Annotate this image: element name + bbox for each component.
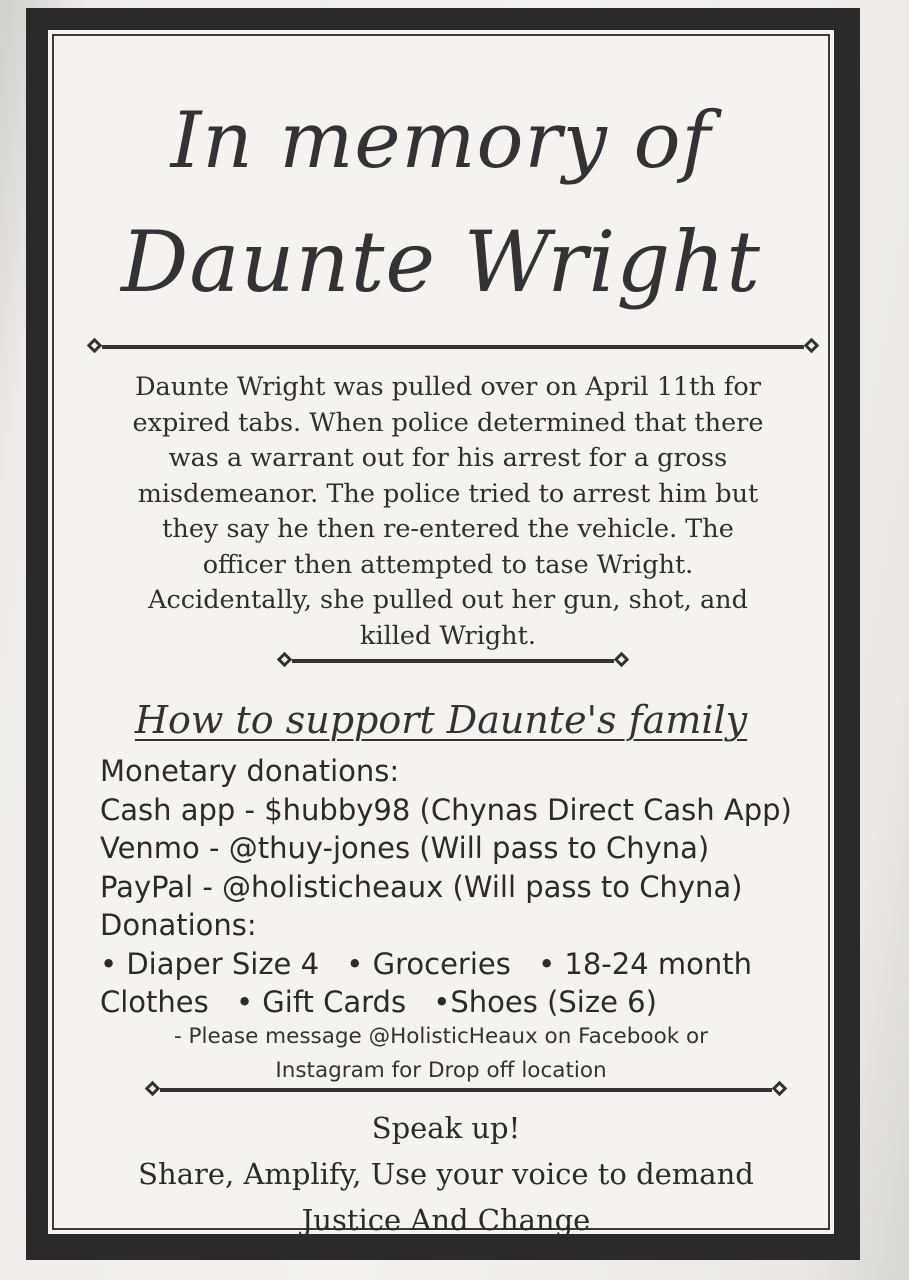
story-line: misdemeanor. The police tried to arrest him but	[137, 478, 759, 509]
cash-app-line: Cash app - $hubby98 (Chynas Direct Cash App)	[100, 792, 792, 827]
story-line: was a warrant out for his arrest for a gross	[168, 443, 728, 473]
dropoff-line: - Please message @HolisticHeaux on Facebook or	[173, 1024, 709, 1049]
donations-label: Donations:	[100, 908, 257, 942]
donation-item: Clothes	[100, 985, 209, 1019]
dropoff-line: Instagram for Drop off location	[275, 1058, 607, 1083]
donation-items-line-1	[100, 945, 792, 984]
closing-line: Justice And Change	[301, 1203, 591, 1237]
support-list	[100, 752, 792, 1022]
divider-bottom	[146, 1083, 786, 1097]
paypal-line: PayPal - @holisticheaux (Will pass to Chyna)	[100, 869, 743, 904]
story-paragraph	[110, 370, 786, 654]
divider-top	[88, 340, 818, 354]
donation-items-line-2	[100, 983, 792, 1022]
story-line: killed Wright.	[360, 620, 536, 651]
closing-line: Share, Amplify, Use your voice to demand	[138, 1157, 754, 1191]
divider-middle	[278, 654, 628, 668]
story-line: officer then attempted to tase Wright.	[202, 549, 694, 580]
closing-message	[88, 1105, 804, 1243]
closing-line: Speak up!	[371, 1111, 521, 1145]
story-line: they say he then re-entered the vehicle. The	[162, 514, 734, 544]
story-line: expired tabs. When police determined that there	[132, 407, 764, 438]
story-line: Accidentally, she pulled out her gun, shot, and	[148, 585, 748, 615]
diamond-ornament-icon	[772, 1081, 788, 1097]
divider-bar	[292, 659, 614, 663]
diamond-ornament-icon	[145, 1081, 161, 1097]
divider-bar	[102, 345, 804, 349]
title-line-2: Daunte Wright	[120, 213, 761, 311]
monetary-label: Monetary donations:	[100, 754, 400, 788]
divider-bar	[160, 1088, 772, 1092]
venmo-line: Venmo - @thuy-jones (Will pass to Chyna)	[100, 831, 710, 865]
donation-item: •Shoes (Size 6)	[433, 985, 657, 1019]
support-heading: How to support Daunte's family	[134, 698, 748, 742]
title-line-1: In memory of	[170, 96, 712, 186]
donation-item: • Gift Cards	[235, 985, 407, 1019]
donation-item: • 18-24 month	[538, 946, 752, 981]
donation-item: • Groceries	[346, 946, 511, 981]
donation-item: • Diaper Size 4	[100, 946, 320, 981]
flyer-content	[48, 30, 834, 1237]
diamond-ornament-icon	[277, 652, 293, 668]
dropoff-note	[108, 1020, 774, 1088]
diamond-ornament-icon	[614, 652, 630, 668]
flyer-border	[26, 8, 860, 1260]
diamond-ornament-icon	[804, 338, 820, 354]
story-line: Daunte Wright was pulled over on April 11th for	[135, 372, 761, 402]
diamond-ornament-icon	[87, 338, 103, 354]
